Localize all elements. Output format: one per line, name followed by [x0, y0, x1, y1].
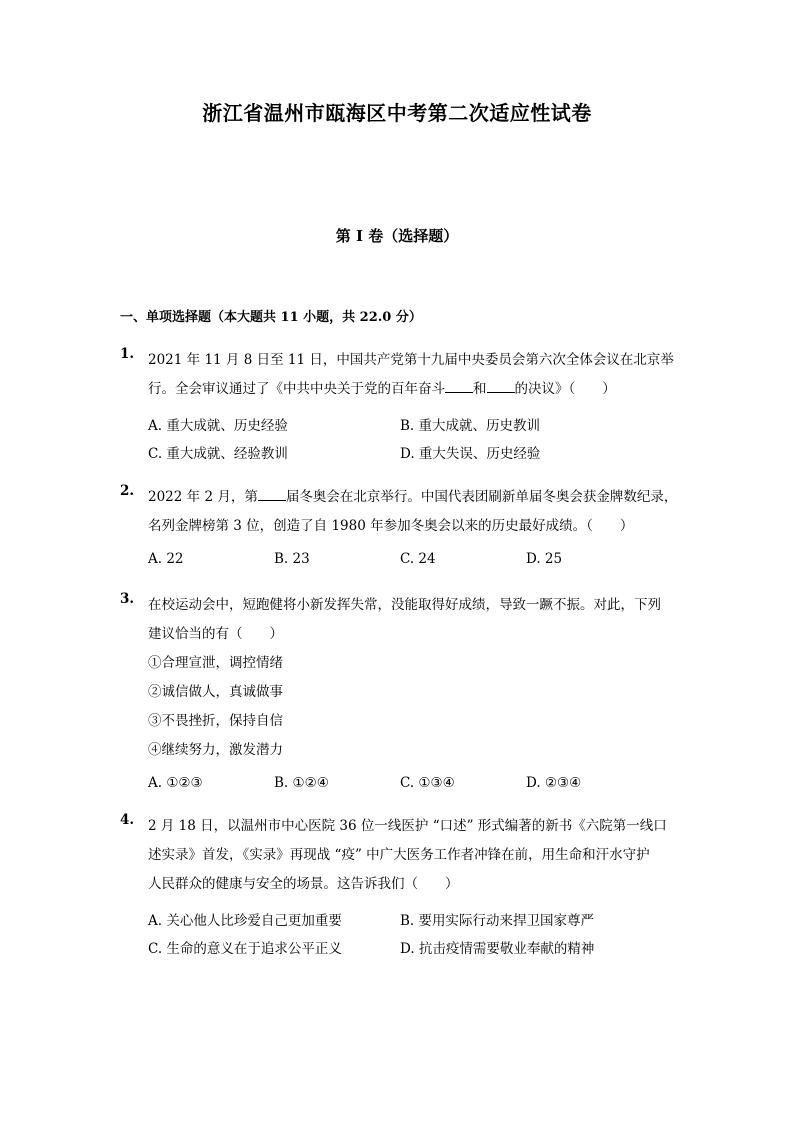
stem-line: 在校运动会中，短跑健将小新发挥失常，没能取得好成绩，导致一蹶不振。对此，下列: [148, 597, 661, 613]
option-b: B. 要用实际行动来捍卫国家尊严: [400, 913, 595, 929]
question-stem: [148, 591, 680, 765]
question-stem: [148, 812, 680, 899]
stem-text: 届冬奥会在北京举行。中国代表团刷新单届冬奥会获金牌数纪录，: [285, 489, 678, 505]
answer-blank: [258, 486, 286, 501]
option-b: B. 重大成就、历史教训: [400, 418, 541, 434]
option-c: C. 24: [400, 551, 436, 567]
option-a: A. ①②③: [148, 775, 203, 791]
stem-text: 2022 年 2 月，第: [148, 489, 258, 505]
stem-line: 人民群众的健康与安全的场景。这告诉我们（ ）: [148, 876, 459, 892]
stem-line: 述实录》首发，《实录》再现战 “疫” 中广大医务工作者冲锋在前，用生命和汗水守护: [148, 847, 650, 863]
stem-line: [148, 375, 680, 404]
option-b: B. 23: [274, 551, 310, 567]
option-list: [148, 775, 680, 803]
question-2: [120, 483, 680, 579]
option-a: A. 关心他人比珍爱自己更加重要: [148, 913, 342, 929]
stem-line: 名列金牌榜第 3 位，创造了自 1980 年参加冬奥会以来的历史最好成绩。（ ）: [148, 518, 634, 534]
option-list: [148, 551, 680, 579]
statement-3: ③不畏挫折，保持自信: [148, 713, 283, 729]
option-d: D. 抗击疫情需要敬业奉献的精神: [400, 941, 595, 957]
stem-text: 行。全会审议通过了《中共中央关于党的百年奋斗: [148, 381, 445, 397]
part-title: 第 I 卷（选择题）: [335, 227, 459, 245]
option-a: A. 重大成就、历史经验: [148, 418, 288, 434]
stem-line: 建议恰当的有（ ）: [148, 626, 283, 642]
answer-blank: [487, 378, 515, 393]
statement-1: ①合理宣泄，调控情绪: [148, 655, 283, 671]
document-title: 浙江省温州市瓯海区中考第二次适应性试卷: [202, 101, 592, 125]
stem-line: [148, 483, 680, 512]
option-a: A. 22: [148, 551, 184, 567]
stem-line: 2 月 18 日，以温州市中心医院 36 位一线医护 “口述” 形式编著的新书《六院第一线口: [148, 818, 667, 834]
option-d: D. 重大失误、历史经验: [400, 446, 541, 462]
statement-2: ②诚信做人，真诚做事: [148, 684, 283, 700]
option-d: D. ②③④: [526, 775, 582, 791]
question-stem: [148, 483, 680, 541]
option-c: C. 生命的意义在于追求公平正义: [148, 941, 342, 957]
question-1: [120, 346, 680, 470]
section-title: 一、单项选择题（本大题共 11 小题，共 22.0 分）: [120, 310, 422, 325]
question-number: 4.: [120, 812, 135, 828]
option-list: [148, 909, 680, 965]
stem-text: 的决议》（ ）: [514, 381, 616, 397]
stem-text: 和: [473, 381, 487, 397]
question-4: [120, 812, 680, 965]
question-stem: [148, 346, 680, 404]
option-list: [148, 414, 680, 470]
question-3: [120, 591, 680, 803]
stem-line: 2021 年 11 月 8 日至 11 日，中国共产党第十九届中央委员会第六次全体会议在北京举: [148, 352, 674, 368]
answer-blank: [445, 378, 473, 393]
question-number: 3.: [120, 591, 135, 607]
option-c: C. 重大成就、经验教训: [148, 446, 288, 462]
question-number: 1.: [120, 346, 135, 362]
question-number: 2.: [120, 483, 135, 499]
option-d: D. 25: [526, 551, 563, 567]
statement-4: ④继续努力，激发潜力: [148, 742, 283, 758]
option-c: C. ①③④: [400, 775, 455, 791]
option-b: B. ①②④: [274, 775, 329, 791]
